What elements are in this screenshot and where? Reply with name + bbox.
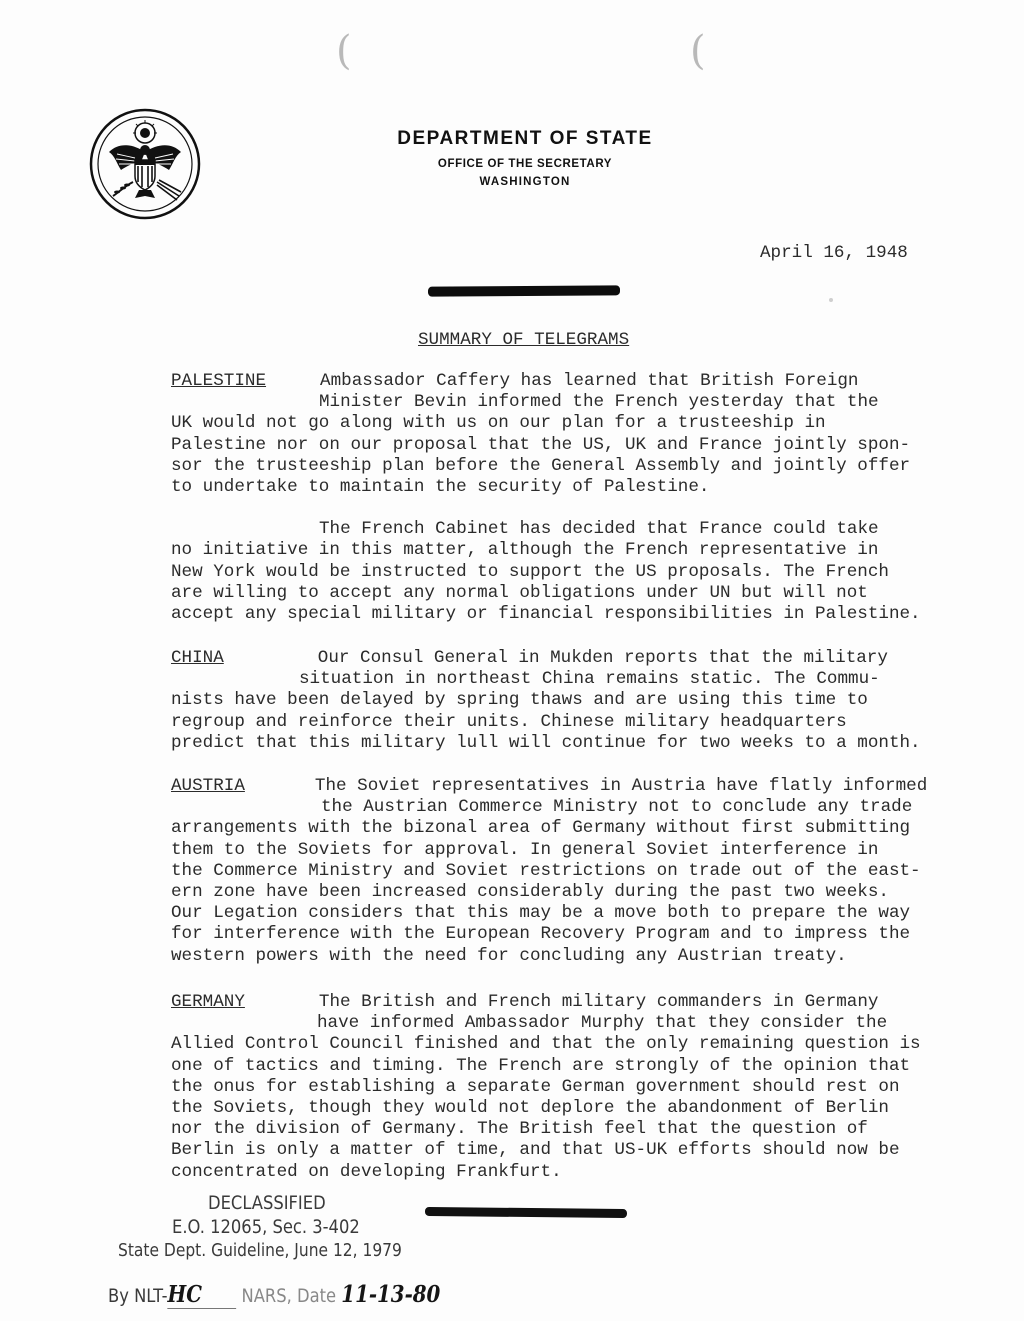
text-line: are willing to accept any normal obligations under UN but will not (171, 582, 868, 603)
hole-punch-mark-left: ( (336, 28, 352, 74)
text-line: arrangements with the bizonal area of Germany without first submitting (171, 818, 911, 839)
text-line: have informed Ambassador Murphy that they consider the (317, 1013, 888, 1034)
text-line: the onus for establishing a separate German government should rest on (171, 1076, 900, 1097)
text-line: New York would be instructed to support the US proposals. The French (171, 561, 889, 582)
text-line: UK would not go along with us on our plan for a trusteeship in (171, 413, 826, 434)
by-initials-handwritten: HC (168, 1281, 237, 1309)
section-germany (171, 992, 951, 1183)
declassified-by-line (108, 1281, 440, 1309)
text-line: nor the division of Germany. The British feel that the question of (171, 1119, 868, 1140)
text-line: Minister Bevin informed the French yesterday that the (319, 392, 879, 413)
text-line: predict that this military lull will continue for two weeks to a month. (171, 732, 921, 753)
text-line: one of tactics and timing. The French are strongly of the opinion that (171, 1055, 911, 1076)
declassified-label: DECLASSIFIED (208, 1192, 326, 1214)
text-line: to undertake to maintain the security of Palestine. (171, 477, 710, 498)
guideline-ref: State Dept. Guideline, June 12, 1979 (118, 1240, 402, 1261)
text-line: concentrated on developing Frankfurt. (171, 1161, 562, 1182)
text-line: The French Cabinet has decided that France could take (319, 519, 879, 540)
text-line: Ambassador Caffery has learned that British Foreign (320, 371, 859, 391)
text-line: Allied Control Council finished and that the only remaining question is (171, 1034, 921, 1055)
text-line: Our Legation considers that this may be a move both to prepare the way (171, 903, 911, 924)
text-line: regroup and reinforce their units. Chinese military headquarters (171, 711, 847, 732)
paper-speck (829, 298, 833, 302)
by-prefix: By NLT- (108, 1285, 168, 1307)
letterhead (370, 128, 680, 188)
text-line: western powers with the need for concluding any Austrian treaty. (171, 945, 847, 966)
text-line: nists have been delayed by spring thaws and are using this time to (171, 690, 868, 711)
section-heading: CHINA (171, 648, 224, 668)
section-china (171, 648, 951, 754)
text-line: ern zone have been increased considerably during the past two weeks. (171, 882, 889, 903)
document-date: April 16, 1948 (760, 243, 908, 263)
text-line: Our Consul General in Mukden reports that the military (317, 648, 888, 668)
text-line: Palestine nor on our proposal that the US, UK and France jointly spon- (171, 434, 911, 455)
classification-redacted-bottom (425, 1207, 627, 1218)
text-line: for interference with the European Recovery Program and to impress the (171, 924, 911, 945)
text-line: them to the Soviets for approval. In general Soviet interference in (171, 839, 879, 860)
text-line: The British and French military commanders in Germany (318, 992, 879, 1012)
classification-redacted-top (428, 285, 620, 296)
section-heading: PALESTINE (171, 371, 267, 391)
city-name: WASHINGTON (479, 176, 571, 188)
section-heading: AUSTRIA (171, 776, 245, 796)
text-line: the Soviets, though they would not deplore the abandonment of Berlin (171, 1098, 889, 1119)
nars-date-label: NARS, Date (241, 1285, 337, 1307)
department-name: DEPARTMENT OF STATE (397, 128, 653, 149)
section-palestine (171, 371, 951, 625)
text-line: Berlin is only a matter of time, and that US-UK efforts should now be (171, 1140, 900, 1161)
great-seal-icon (89, 108, 201, 220)
date-handwritten: 11-13-80 (341, 1281, 441, 1308)
hole-punch-mark-right: ( (690, 28, 706, 74)
document-title: SUMMARY OF TELEGRAMS (418, 330, 630, 350)
text-line: the Commerce Ministry and Soviet restrictions on trade out of the east- (171, 860, 921, 881)
text-line: situation in northeast China remains static. The Commu- (299, 669, 880, 690)
section-heading: GERMANY (171, 992, 245, 1012)
text-line: no initiative in this matter, although the French representative in (171, 540, 879, 561)
text-line: The Soviet representatives in Austria have flatly informed (314, 776, 928, 796)
text-line: sor the trusteeship plan before the General Assembly and jointly offer (171, 455, 911, 476)
office-name: OFFICE OF THE SECRETARY (437, 158, 613, 170)
section-austria (171, 776, 951, 967)
executive-order-ref: E.O. 12065, Sec. 3-402 (172, 1216, 360, 1238)
text-line: accept any special military or financial responsibilities in Palestine. (171, 604, 921, 625)
text-line: the Austrian Commerce Ministry not to conclude any trade (321, 797, 913, 818)
